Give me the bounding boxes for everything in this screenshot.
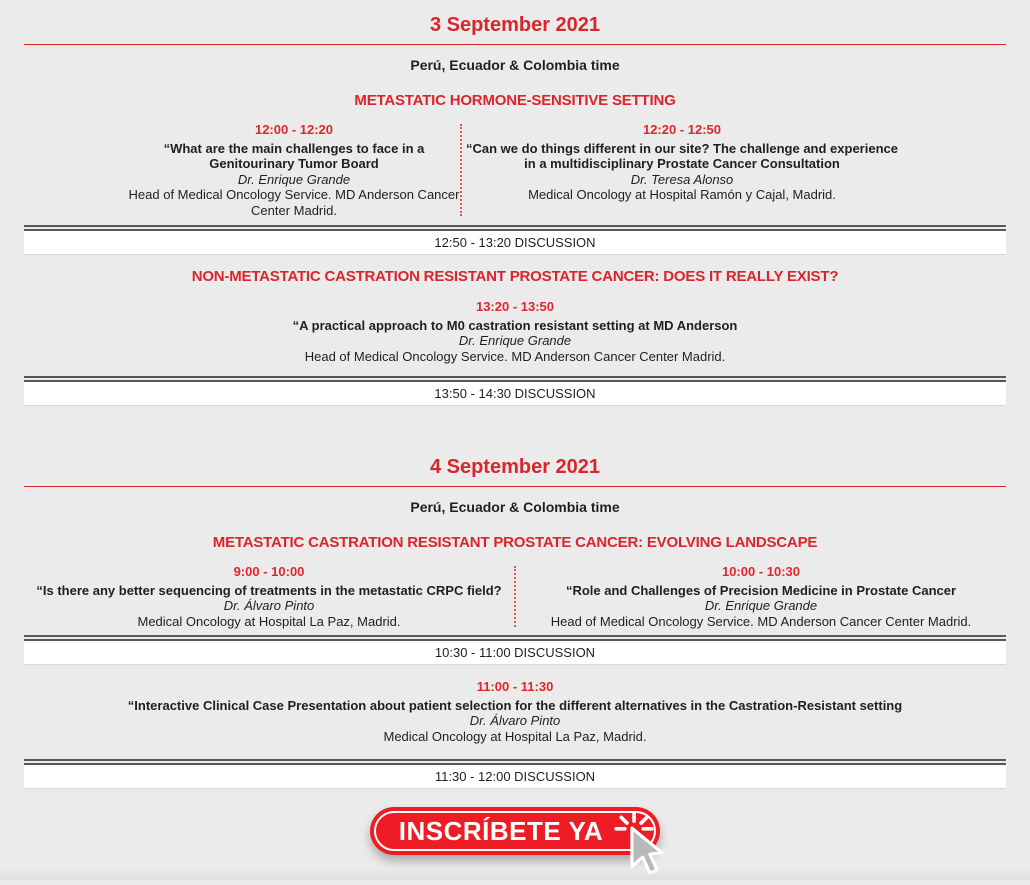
session-affiliation: Medical Oncology at Hospital La Paz, Madrid. (137, 613, 401, 629)
register-button-label: INSCRÍBETE YA (398, 815, 604, 846)
discussion-band (24, 759, 1006, 789)
session-time: 12:00 - 12:20 (254, 122, 334, 137)
day1-section1-heading: METASTATIC HORMONE-SENSITIVE SETTING (354, 92, 676, 109)
session-block (516, 564, 1006, 629)
session-time: 11:00 - 11:30 (476, 679, 554, 694)
session-affiliation: Head of Medical Oncology Service. MD Anderson Cancer Center Madrid. (550, 613, 972, 629)
session-speaker: Dr. Teresa Alonso (630, 171, 734, 187)
session-block (24, 564, 514, 629)
day2-section1-heading: METASTATIC CASTRATION RESISTANT PROSTATE CANCER: EVOLVING LANDSCAPE (212, 534, 818, 551)
discussion-label: 12:50 - 13:20 DISCUSSION (24, 229, 1006, 255)
session-block (24, 679, 1006, 744)
day2-timezone: Perú, Ecuador & Colombia time (410, 499, 620, 515)
session-affiliation: Medical Oncology at Hospital Ramón y Cajal, Madrid. (528, 187, 836, 202)
discussion-band (24, 225, 1006, 255)
session-speaker: Dr. Enrique Grande (704, 598, 818, 613)
session-speaker: Dr. Álvaro Pinto (469, 713, 561, 728)
discussion-label: 10:30 - 11:00 DISCUSSION (24, 639, 1006, 665)
session-speaker: Dr. Álvaro Pinto (223, 598, 315, 613)
discussion-band (24, 635, 1006, 665)
session-title: “What are the main challenges to face in a Genitourinary Tumor Board (163, 140, 425, 171)
session-time: 12:20 - 12:50 (642, 122, 722, 137)
session-title: “A practical approach to M0 castration resistant setting at MD Anderson (292, 317, 738, 333)
session-speaker: Dr. Enrique Grande (458, 333, 572, 348)
session-affiliation: Head of Medical Oncology Service. MD Anderson Cancer Center Madrid. (304, 348, 726, 364)
day1-divider-rule (24, 44, 1006, 45)
day1-section2-heading: NON-METASTATIC CASTRATION RESISTANT PROSTATE CANCER: DOES IT REALLY EXIST? (191, 268, 839, 285)
session-time: 9:00 - 10:00 (233, 564, 305, 579)
cta-container (0, 807, 1030, 855)
session-title: “Role and Challenges of Precision Medicine in Prostate Cancer (565, 582, 957, 598)
session-time: 13:20 - 13:50 (475, 299, 555, 314)
click-cursor-icon (612, 811, 676, 885)
session-title: “Interactive Clinical Case Presentation about patient selection for the different alternatives in the Castration-Resistant setting (127, 697, 903, 713)
session-speaker: Dr. Enrique Grande (237, 171, 351, 187)
session-title: “Is there any better sequencing of treatments in the metastatic CRPC field? (36, 582, 502, 598)
discussion-band (24, 376, 1006, 406)
session-block (128, 122, 460, 218)
session-time: 10:00 - 10:30 (721, 564, 801, 579)
day2-divider-rule (24, 486, 1006, 487)
day2-title: 4 September 2021 (429, 456, 601, 478)
session-affiliation: Head of Medical Oncology Service. MD Anderson Cancer Center Madrid. (128, 187, 460, 218)
session-block (462, 122, 902, 218)
discussion-label: 11:30 - 12:00 DISCUSSION (24, 763, 1006, 789)
day1-timezone: Perú, Ecuador & Colombia time (410, 57, 620, 73)
session-block (24, 299, 1006, 364)
session-affiliation: Medical Oncology at Hospital La Paz, Madrid. (383, 728, 647, 744)
register-button[interactable] (370, 807, 660, 855)
discussion-label: 13:50 - 14:30 DISCUSSION (24, 380, 1006, 406)
day1-sessions-row (0, 122, 1030, 218)
day2-sessions-row (24, 564, 1006, 629)
session-title: “Can we do things different in our site? The challenge and experience in a multidisciplinary Prostate Cancer Consultation (466, 140, 898, 171)
day1-title: 3 September 2021 (429, 14, 601, 36)
